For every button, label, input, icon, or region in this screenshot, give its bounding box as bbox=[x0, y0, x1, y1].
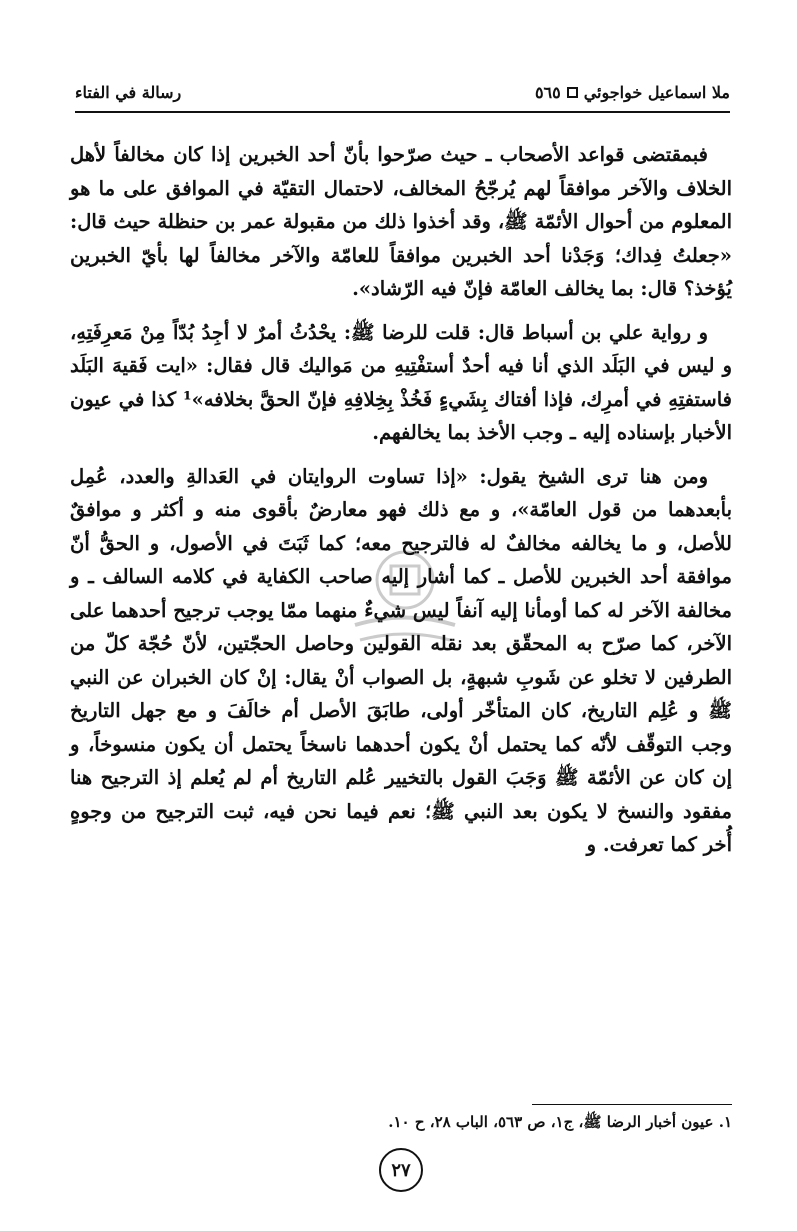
paragraph-2: و رواية علي بن أسباط قال: قلت للرضا ﷺ: يحْدُثُ أمرٌ لا أجِدُ بُدّاً مِنْ مَعرِفَتِهِ، و ليس في البَلَد الذي أنا فيه أحدٌ أستفْتِيهِ من مَواليك قال فقال: «ايت فَقيهَ البَلَد فاستفتِهِ في أمرِك، فإذا أفتاك بِشَيءٍ فَخُذْ بِخِلافِهِ فإنّ الحقَّ بخلافه»¹ كذا في عيون الأخبار بإسناده إليه ـ وجب الأخذ بما يخالفهم. bbox=[70, 320, 732, 444]
paragraph-3: ومن هنا ترى الشيخ يقول: «إذا تساوت الروايتان في العَدالةِ والعدد، عُمِل بأبعدهما من قول العامّة»، و مع ذلك فهو معارضٌ بأقوى منه و أكثر و موافقٌ للأصل، و ما يخالفه مخالفٌ له فالترجيح معه؛ كما ثَبَتَ في الأصول، و الحقُّ أنّ موافقة أحد الخبرين للأصل ـ كما أشار إليه صاحب الكفاية في كلامه السالف ـ و مخالفة الآخر له كما أومأنا إليه آنفاً ليس شيءٌ منهما ممّا يوجب ترجيح أحدهما على الآخر، كما صرّح به المحقّق بعد نقله القولين وحاصل الحجّتين، لأنّ حُجّة كلّ من الطرفين لا تخلو عن شَوبِ شبهةٍ، بل الصواب أنْ يقال: إنْ كان الخبران عن النبي ﷺ و عُلِم التاريخ، كان المتأخّر أولى، طابَقَ الأصل أم خالَفَ و مع جهل التاريخ وجب التوقّف لأنّه كما يحتمل أنْ يكون أحدهما ناسخاً يحتمل أن يكون منسوخاً، و إن كان عن الأئمّة ﷺ وَجَبَ القول بالتخيير عُلم التاريخ أم لم يُعلم إذ الترجيح هنا مفقود والنسخ لا يكون بعد النبي ﷺ؛ نعم فيما نحن فيه، ثبت الترجيح من وجوهٍ أُخر كما تعرفت. و bbox=[70, 464, 732, 856]
header-rule bbox=[75, 111, 730, 113]
square-separator-icon bbox=[567, 87, 578, 98]
footnote: ١. عيون أخبار الرضا ﷺ، ج١، ص ٥٦٣، الباب ٢٨، ح ١٠. bbox=[388, 1113, 732, 1131]
header-title-left: ملا اسماعيل خواجوئي bbox=[583, 82, 730, 102]
main-text bbox=[70, 138, 732, 872]
paragraph-1: فبمقتضى قواعد الأصحاب ـ حيث صرّحوا بأنّ أحد الخبرين إذا كان مخالفاً لأهل الخلاف والآخر موافقاً لهم يُرجّحُ المخالف، لاحتمال التقيّة في الموافق على ما هو المعلوم من أحوال الأئمّة ﷺ، وقد أخذوا ذلك من مقبولة عمر بن حنظلة حيث قال: «جعلتُ فِداك؛ وَجَدْنا أحد الخبرين موافقاً للعامّة والآخر مخالفاً لها بأيّ الخبرين يُؤخذ؟ قال: بما يخالف العامّة فإنّ فيه الرّشاد». bbox=[70, 143, 732, 300]
running-header bbox=[75, 75, 730, 109]
header-title-right: رسالة في الفتاء bbox=[75, 82, 182, 102]
page-number: ٢٧ bbox=[379, 1148, 423, 1192]
footnote-rule bbox=[532, 1104, 732, 1105]
header-left-group bbox=[535, 83, 730, 102]
header-page-ref: ٥٦٥ bbox=[534, 82, 561, 102]
